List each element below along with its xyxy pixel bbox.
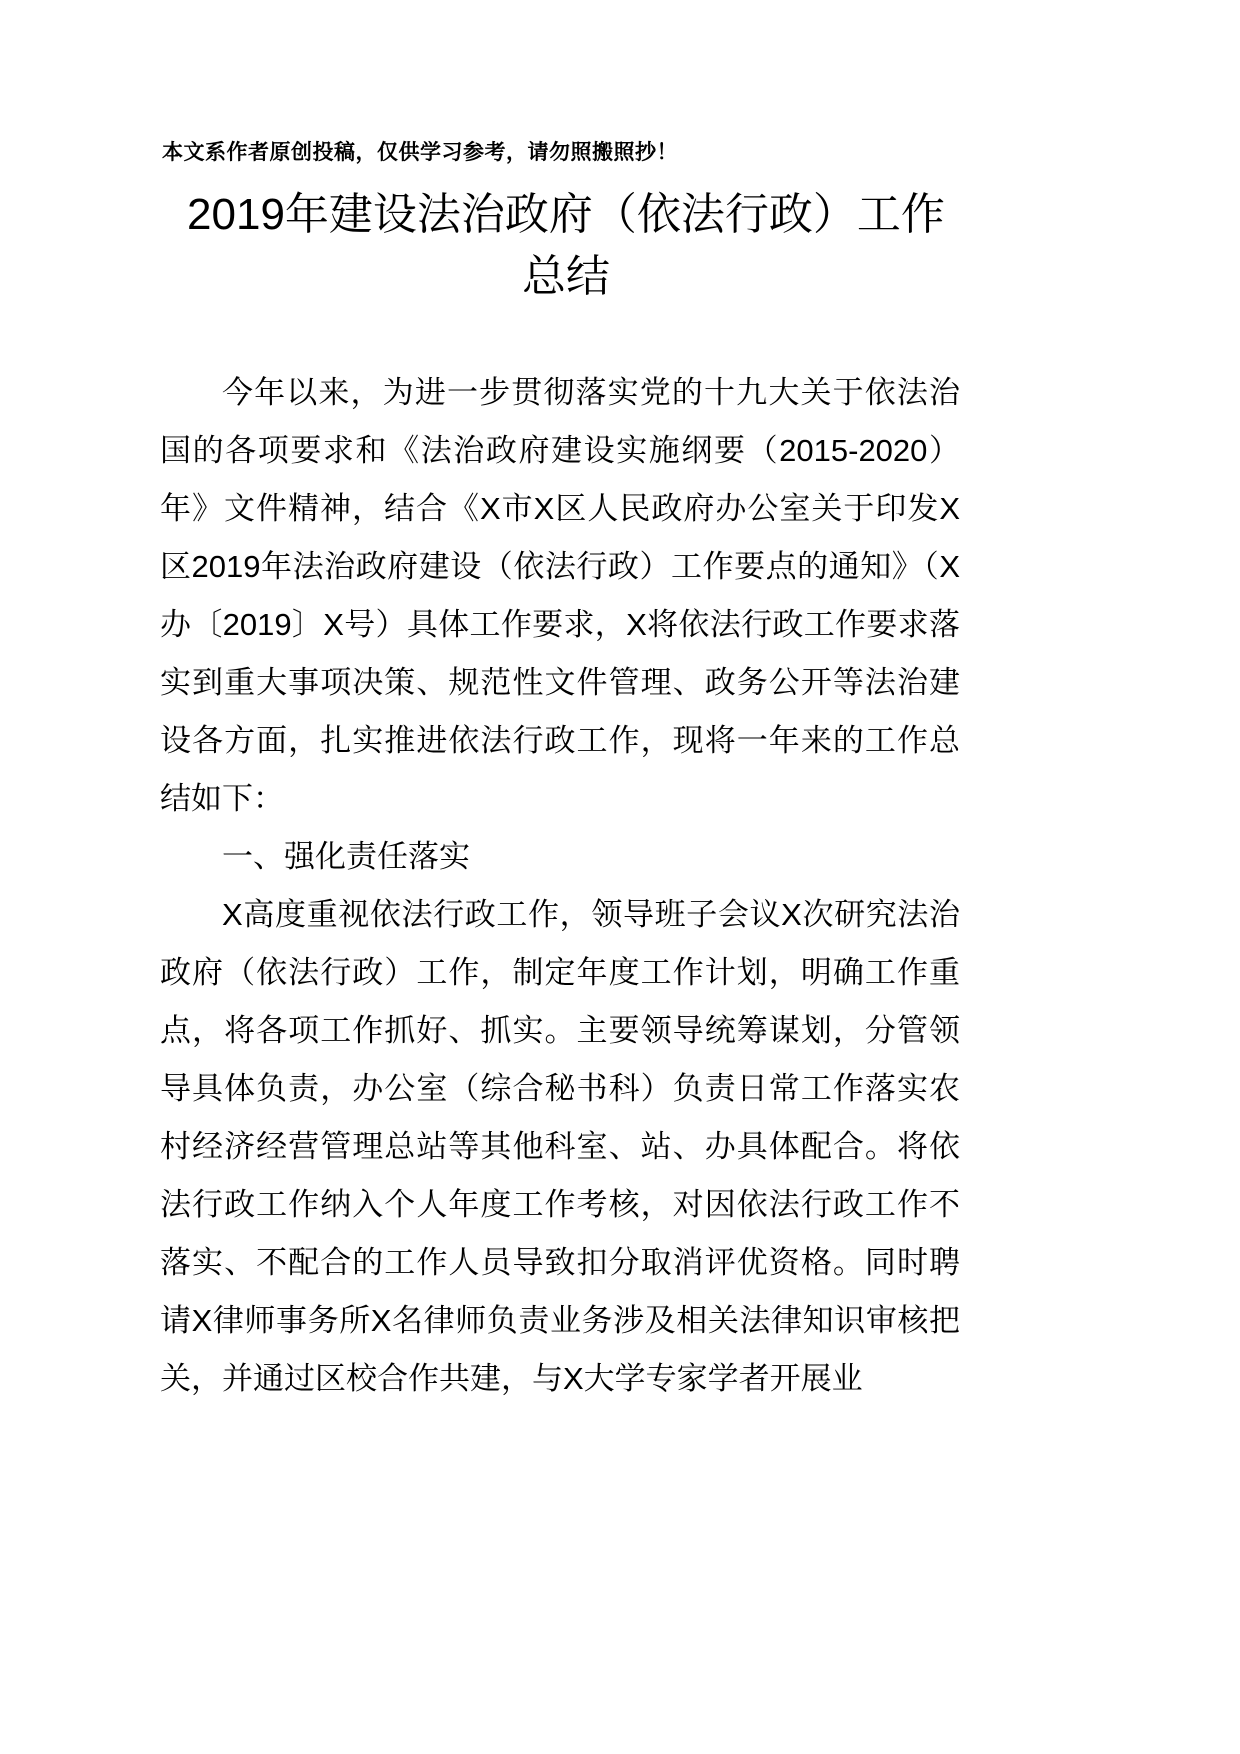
section-heading-1: 一、强化责任落实 — [222, 839, 470, 874]
copyright-notice: 本文系作者原创投稿，仅供学习参考，请勿照搬照抄！ — [162, 141, 678, 164]
intro-paragraph: 今年以来，为进一步贯彻落实党的十九大关于依法治国的各项要求和《法治政府建设实施纲要（2015-2020）年》文件精神，结合《X市X区人民政府办公室关于印发X区2019年法治政府建设（依法行政）工作要点的通知》（X办〔2019〕X号）具体工作要求，X将依法行政工作要求落实到重大事项决策、规范性文件管理、政务公开等法治建设各方面，扎实推进依法行政工作，现将一年来的工作总结如下： — [160, 375, 960, 816]
page-title: 2019年建设法治政府（依法行政）工作总结 — [187, 190, 945, 301]
document-body — [160, 364, 960, 1408]
section-1-paragraph: X高度重视依法行政工作，领导班子会议X次研究法治政府（依法行政）工作，制定年度工作计划，明确工作重点，将各项工作抓好、抓实。主要领导统筹谋划，分管领导具体负责，办公室（综合秘书科）负责日常工作落实农村经济经营管理总站等其他科室、站、办具体配合。将依法行政工作纳入个人年度工作考核，对因依法行政工作不落实、不配合的工作人员导致扣分取消评优资格。同时聘请X律师事务所X名律师负责业务涉及相关法律知识审核把关，并通过区校合作共建，与X大学专家学者开展业 — [160, 897, 960, 1396]
document-content-area — [160, 0, 960, 1408]
